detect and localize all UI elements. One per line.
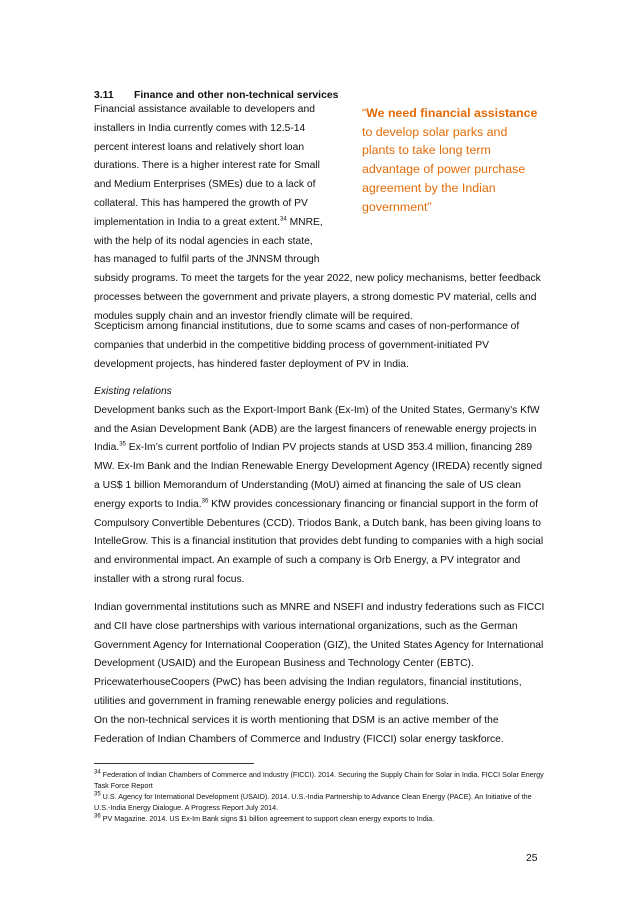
paragraph-partnerships: Indian governmental institutions such as MNRE and NSEFI and industry federations such as FICCI and CII have close partnerships with various international organizations, such as the German Government Agency for International Cooperation (GIZ), the United States Agency for International Development (USAID) and the European Business and Technology Center (EBTC). PricewaterhouseCoopers (PwC) has been advising the Indian regulators, financial institutions, utilities and government in framing renewable energy policies and regulations. [94, 602, 545, 707]
footnote [94, 814, 544, 825]
footnote-text: U.S. Agency for International Development (USAID). 2014. U.S.-India Partnership to Advance Clean Energy (PACE). An Initiative of the U.S.-India Energy Dialogue. A Progress Report July 2014. [94, 792, 532, 812]
text-line: Financial assistance available to developers and [94, 104, 315, 115]
section-number: 3.11 [94, 90, 114, 101]
footnote-text: PV Magazine. 2014. US Ex-Im Bank signs $1 billion agreement to support clean energy exports to India. [100, 814, 435, 824]
text-line: has managed to fulfil parts of the JNNSM through [94, 254, 320, 266]
paragraph-existing-relations [94, 402, 549, 590]
text-line: with the help of its nodal agencies in each state, [94, 235, 313, 247]
text-run: MNRE, [286, 216, 323, 228]
text-run: KfW provides concessionary financing or financial support in the form of Compulsory Convertible Debentures (CCD). Triodos Bank, a Dutch bank, has been giving loans to IntelleGrow. This is a financial institution that provides debt funding to companies with a high social and environmental impact. An example of such a company is Orb Energy, a PV integrator and installer with a strong rural focus. [94, 498, 544, 585]
text-line: durations. There is a higher interest rate for Small [94, 160, 320, 172]
text-line: collateral. This has hampered the growth of PV [94, 197, 308, 209]
footnote-ref: 35 [119, 441, 126, 448]
page-number: 25 [526, 853, 538, 864]
wrapped-lines [94, 101, 346, 270]
footnote [94, 770, 544, 791]
paragraph-finance-intro [94, 101, 549, 327]
quote-open-mark: “ [362, 106, 367, 120]
paragraph-dsm: On the non-technical services it is worth mentioning that DSM is an active member of the Federation of Indian Chambers of Commerce and Industry (FICCI) solar energy taskforce. [94, 715, 504, 745]
section-existing-relations [94, 383, 549, 590]
footnote-ref: 34 [280, 216, 287, 223]
quote-text: to develop solar parks and plants to take long term advantage of power purchase agreement by the Indian government [362, 124, 526, 214]
quote-close-mark: ” [427, 199, 432, 214]
text-run: Ex-Im’s current portfolio of Indian PV projects stands at USD 353.4 million, financing 289 MW. Ex-Im Bank and the Indian Renewable Energy Development Agency (IREDA) recently signed a US$ 1 billion Memorandum of Understanding (MoU) aimed at financing the sale of US clean energy exports to India. [94, 442, 543, 510]
footnote [94, 792, 544, 813]
paragraph-continuation: subsidy programs. To meet the targets for the year 2022, new policy mechanisms, better feedback processes between the government and private players, a strong domestic PV material, cells and modules supply chain and an investor friendly climate will be required. [94, 273, 541, 322]
footnotes [94, 770, 544, 826]
text-run: implementation in India to a great extent. [94, 216, 281, 228]
footnote-divider [94, 763, 254, 764]
footnote-text: Federation of Indian Chambers of Commerce and Industry (FICCI). 2014. Securing the Supply Chain for Solar in India. FICCI Solar Energy Task Force Report [94, 770, 544, 790]
text-line [94, 214, 346, 233]
text-line: percent interest loans and relatively short loan [94, 141, 305, 153]
paragraph-scepticism: Scepticism among financial institutions, due to some scams and cases of non-performance of companies that underbid in the competitive bidding process of government-initiated PV development projects, has hindered faster deployment of PV in India. [94, 321, 520, 370]
text-line: and Medium Enterprises (SMEs) due to a lack of [94, 179, 316, 191]
section-title: Finance and other non-technical services [134, 90, 339, 101]
quote-emphasis: We need financial assistance [366, 106, 538, 120]
text-run: Development banks such as the Export-Import Bank (Ex-Im) of the United States, Germany’s KfW and the Asian Development Bank (ADB) are the largest financers of renewable energy projects in India. [94, 404, 540, 454]
footnote-ref: 36 [201, 498, 209, 505]
subheading: Existing relations [94, 386, 172, 397]
text-line: installers in India currently comes with 12.5-14 [94, 122, 306, 134]
section-heading [94, 90, 338, 101]
footnote-number: 36 [94, 813, 101, 820]
footnote-number: 35 [94, 791, 101, 798]
footnote-number: 34 [94, 769, 101, 776]
